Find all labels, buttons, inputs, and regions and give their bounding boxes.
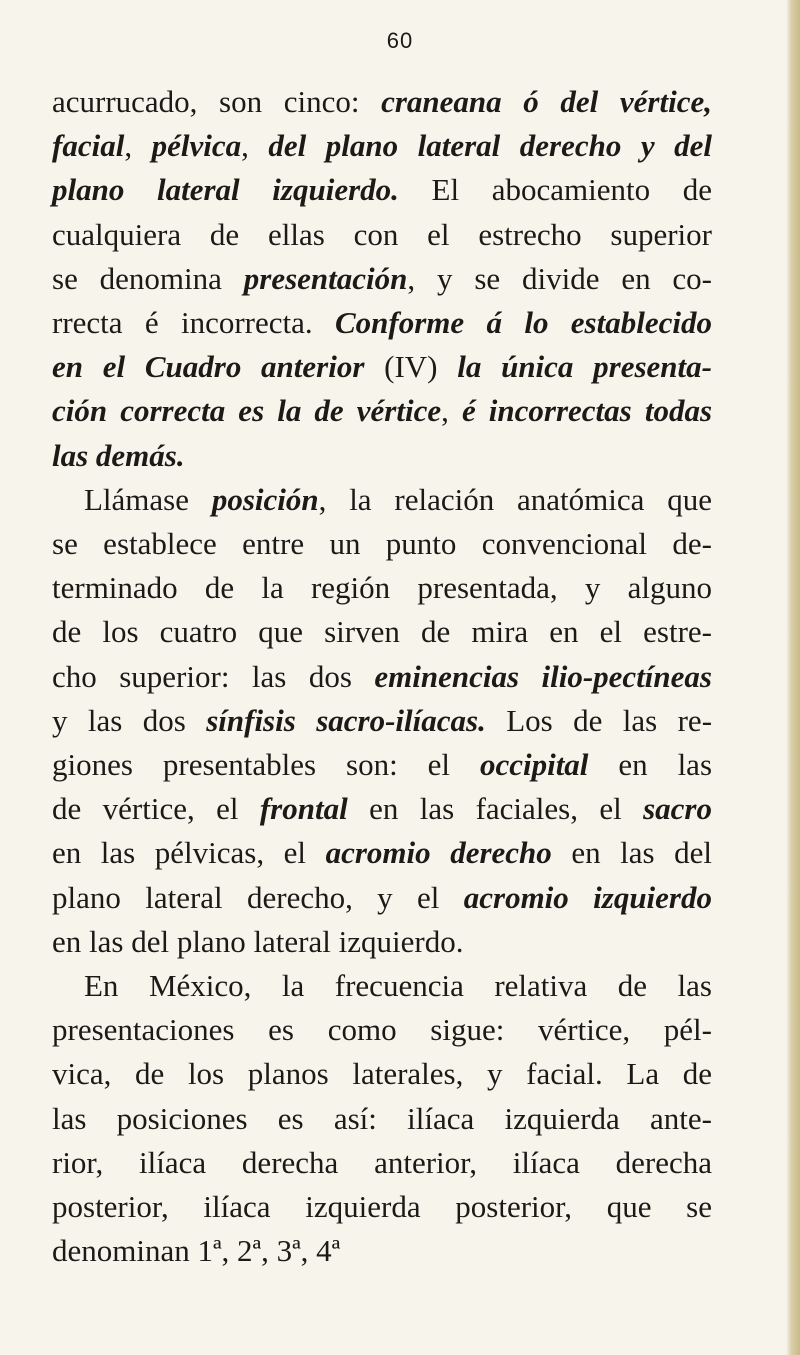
- text-segment: en las del: [551, 835, 712, 871]
- italic-text: ción correcta es la de vértice: [52, 393, 442, 429]
- text-segment: las posiciones es así: ilíaca izquierda ante-: [52, 1100, 712, 1136]
- italic-text: frontal: [259, 791, 348, 827]
- text-segment: en las faciales, el: [347, 791, 644, 827]
- text-segment: en las pélvicas, el: [52, 835, 326, 871]
- text-segment: ,: [241, 128, 269, 164]
- text-line: [52, 1185, 712, 1229]
- text-line: [52, 1097, 712, 1141]
- text-segment: rrecta é incorrecta.: [52, 305, 335, 341]
- italic-text: occipital: [479, 747, 589, 783]
- text-line: [52, 1052, 712, 1096]
- text-segment: rior, ilíaca derecha anterior, ilíaca derecha: [52, 1144, 712, 1180]
- text-segment: cualquiera de ellas con el estrecho superior: [52, 216, 712, 252]
- text-line: [52, 168, 712, 212]
- text-line: [52, 1141, 712, 1185]
- italic-text: craneana ó del vértice,: [381, 84, 712, 119]
- italic-text: del plano lateral derecho y del: [268, 128, 713, 164]
- text-line: [52, 213, 712, 257]
- text-segment: denominan 1ª, 2ª, 3ª, 4ª: [52, 1233, 341, 1269]
- italic-text: acromio derecho: [325, 835, 552, 871]
- italic-text: sínfisis sacro-ilíacas.: [206, 702, 486, 738]
- text-segment: en las: [588, 747, 713, 783]
- text-segment: , y se divide en co-: [407, 260, 712, 296]
- italic-text: la única presenta-: [457, 349, 712, 385]
- text-line: [52, 743, 712, 787]
- text-segment: El abocamiento de: [398, 172, 713, 208]
- text-line: [52, 876, 712, 920]
- text-line: [52, 478, 712, 522]
- text-segment: plano lateral derecho, y el: [52, 879, 464, 915]
- text-segment: cho superior: las dos: [52, 658, 375, 694]
- italic-text: presentación: [243, 260, 408, 296]
- italic-text: en el Cuadro anterior: [52, 349, 365, 385]
- text-line: [52, 389, 712, 433]
- text-line: [52, 124, 712, 168]
- text-line: [52, 566, 712, 610]
- italic-text: posición: [211, 481, 319, 517]
- text-segment: posterior, ilíaca izquierda posterior, que se: [52, 1189, 712, 1225]
- text-segment: Los de las re-: [485, 702, 713, 738]
- text-segment: terminado de la región presentada, y alguno: [52, 570, 712, 606]
- text-segment: y las dos: [52, 702, 207, 738]
- text-segment: ,: [124, 128, 152, 164]
- text-segment: , la relación anatómica que: [318, 481, 712, 517]
- body-text: [52, 80, 712, 1273]
- text-segment: se denomina: [52, 260, 244, 296]
- text-segment: presentaciones es como sigue: vértice, pél-: [52, 1012, 712, 1048]
- italic-text: facial: [52, 128, 125, 164]
- text-segment: de los cuatro que sirven de mira en el estre-: [52, 614, 712, 650]
- text-line: [52, 831, 712, 875]
- text-line: [52, 522, 712, 566]
- italic-text: Conforme á lo establecido: [334, 305, 712, 341]
- text-line: [52, 257, 712, 301]
- text-segment: (IV): [364, 349, 458, 385]
- text-line: [52, 964, 712, 1008]
- italic-text: eminencias ilio-pectíneas: [374, 658, 712, 694]
- text-line: [52, 301, 712, 345]
- text-segment: giones presentables son: el: [52, 747, 480, 783]
- italic-text: é incorrectas todas: [461, 393, 713, 429]
- text-segment: ,: [441, 393, 462, 429]
- italic-text: sacro: [643, 791, 712, 827]
- text-segment: de vértice, el: [52, 791, 260, 827]
- italic-text: acromio izquierdo: [463, 879, 712, 915]
- text-line: [52, 434, 712, 478]
- italic-text: las demás.: [52, 437, 185, 473]
- text-segment: vica, de los planos laterales, y facial. La de: [52, 1056, 712, 1092]
- text-line: [52, 787, 712, 831]
- text-segment: Llámase: [84, 481, 212, 517]
- text-line: [52, 920, 712, 964]
- text-line: [52, 1008, 712, 1052]
- text-segment: en las del plano lateral izquierdo.: [52, 923, 464, 959]
- page-edge: [786, 0, 800, 1355]
- italic-text: pélvica: [151, 128, 242, 164]
- text-segment: En México, la frecuencia relativa de las: [84, 968, 712, 1004]
- text-segment: acurrucado, son cinco:: [52, 84, 382, 119]
- text-line: [52, 655, 712, 699]
- text-line: [52, 610, 712, 654]
- text-line: [52, 699, 712, 743]
- italic-text: plano lateral izquierdo.: [52, 172, 399, 208]
- text-line: [52, 1229, 712, 1273]
- text-segment: se establece entre un punto convencional de-: [52, 526, 712, 562]
- text-line: [52, 345, 712, 389]
- text-line: [52, 80, 712, 124]
- page-number: 60: [386, 28, 414, 53]
